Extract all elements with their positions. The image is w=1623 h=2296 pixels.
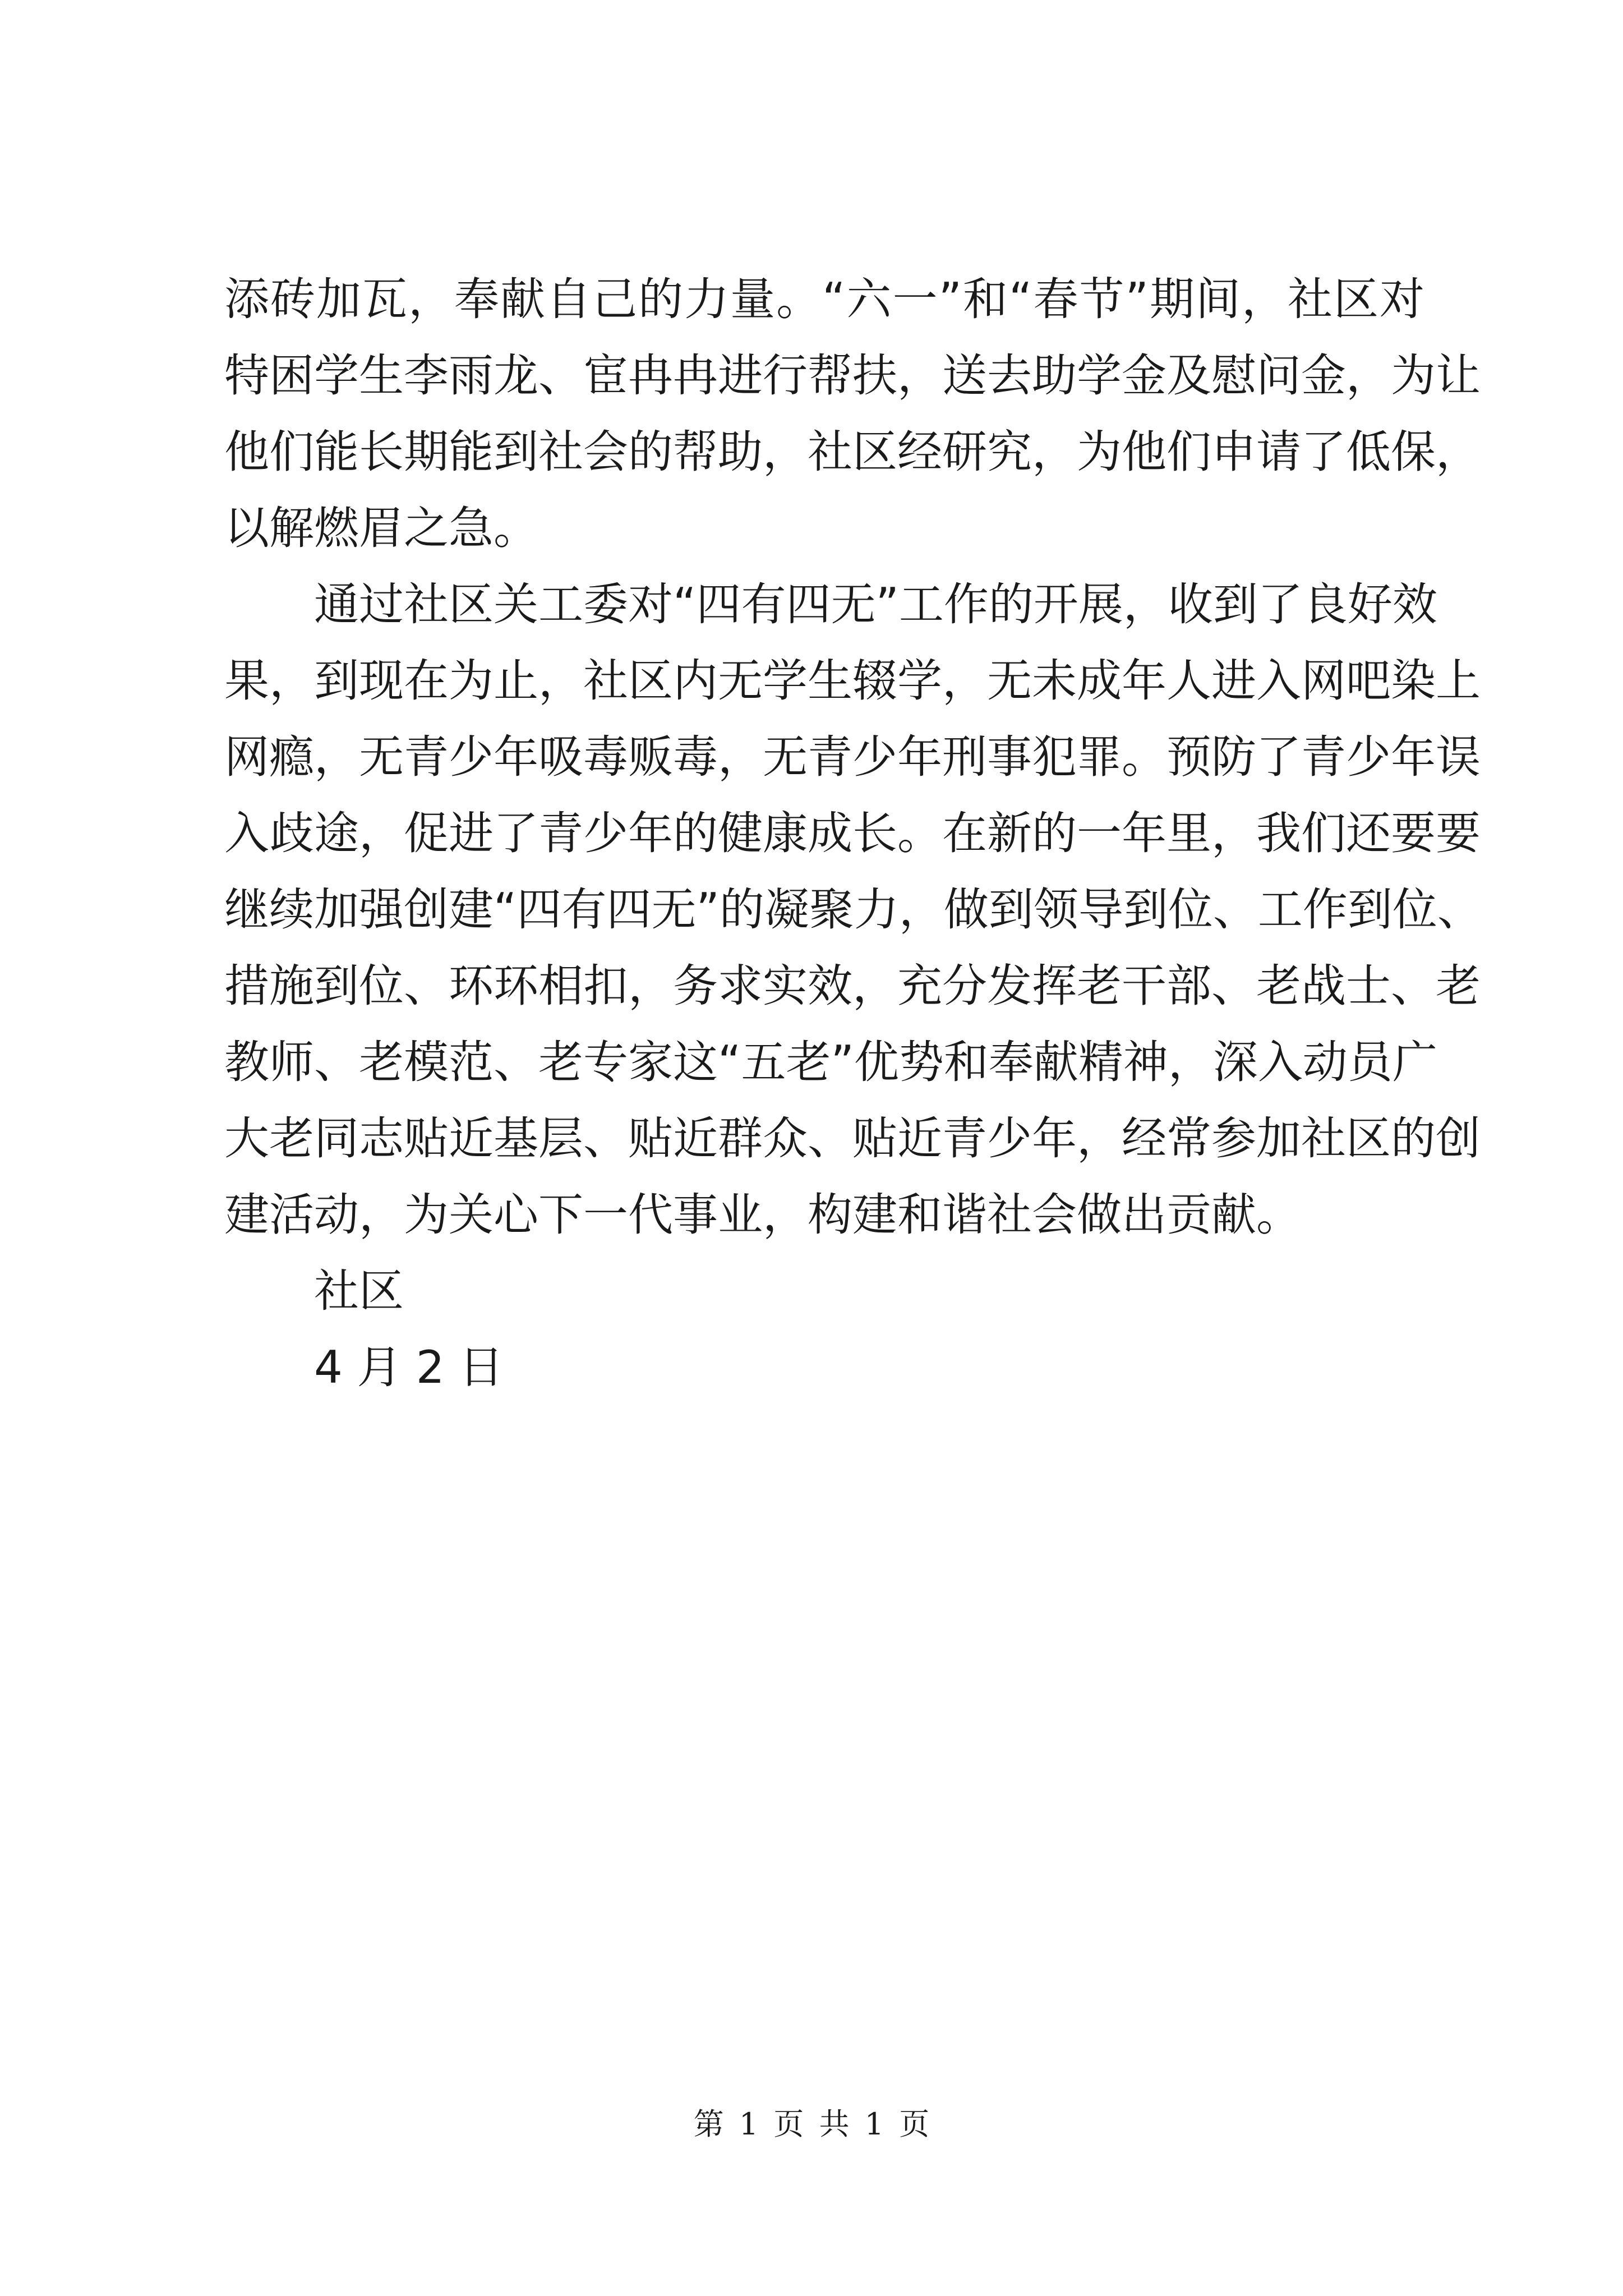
paragraph-line: 措施到位、环环相扣，务求实效，充分发挥老干部、老战士、老 [224,960,1481,1012]
paragraph-line: 果，到现在为止，社区内无学生辍学，无未成年人进入网吧染上 [224,655,1481,707]
page-footer: 第 1 页 共 1 页 [693,2106,930,2142]
paragraph-line: 继续加强创建“四有四无”的凝聚力，做到领导到位、工作到位、 [224,884,1482,936]
signature-org: 社区 [314,1265,404,1317]
document-body [224,261,1482,1406]
signature-date: 4 月 2 日 [314,1341,504,1393]
paragraph-line: 大老同志贴近基层、贴近群众、贴近青少年，经常参加社区的创 [224,1112,1481,1165]
paragraph-line: 网瘾，无青少年吸毒贩毒，无青少年刑事犯罪。预防了青少年误 [224,731,1481,783]
paragraph-line: 入歧途，促进了青少年的健康成长。在新的一年里，我们还要要 [224,807,1481,859]
paragraph-line: 教师、老模范、老专家这“五老”优势和奉献精神，深入动员广 [224,1036,1437,1088]
paragraph-line: 通过社区关工委对“四有四无”工作的开展，收到了良好效 [314,578,1437,631]
paragraph-line: 特困学生李雨龙、宦冉冉进行帮扶，送去助学金及慰问金，为让 [224,349,1481,402]
paragraph-line: 添砖加瓦，奉献自己的力量。“六一”和“春节”期间，社区对 [224,273,1424,325]
paragraph-line: 他们能长期能到社会的帮助，社区经研究，为他们申请了低保， [224,426,1481,478]
paragraph-line: 以解燃眉之急。 [224,502,538,554]
paragraph-line: 建活动，为关心下一代事业，构建和谐社会做出贡献。 [224,1189,1301,1241]
